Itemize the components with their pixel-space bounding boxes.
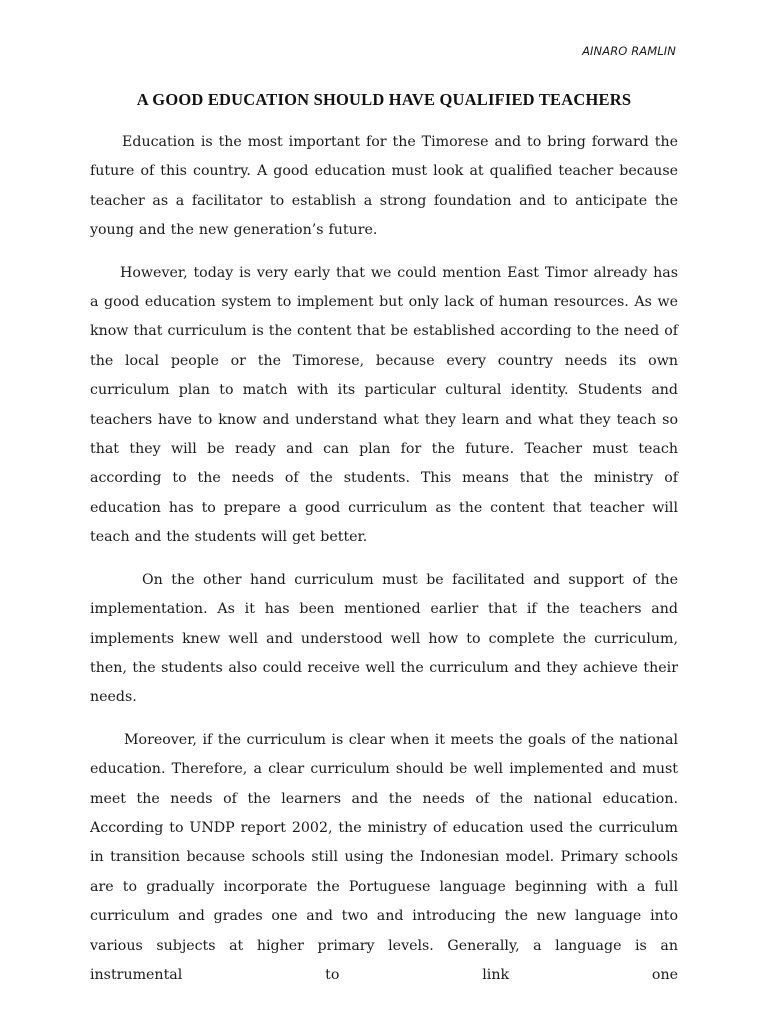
paragraph-1: Education is the most important for the Timorese and to bring forward the future of this country. A good education must look at qualified teacher because teacher as a facilitator to establish a strong foundation and to anticipate the young and the new generation’s future. bbox=[90, 134, 678, 239]
paragraph-4: Moreover, if the curriculum is clear when it meets the goals of the national education. Therefore, a clear curriculum should be well implemented and must meet the needs of the learners and the needs of the national education. According to UNDP report 2002, the ministry of education used the curriculum in transition because schools still using the Indonesian model. Primary schools are to gradually incorporate the Portuguese language beginning with a full curriculum and grades one and two and introducing the new language into various subjects at higher primary levels. Generally, a language is an instrumental to link one bbox=[90, 731, 678, 983]
document-title: A GOOD EDUCATION SHOULD HAVE QUALIFIED TEACHERS bbox=[136, 90, 632, 109]
document-body bbox=[90, 128, 678, 1003]
paragraph-2: However, today is very early that we could mention East Timor already has a good education system to implement but only lack of human resources. As we know that curriculum is the content that be established according to the need of the local people or the Timorese, because every country needs its own curriculum plan to match with its particular cultural identity. Students and teachers have to know and understand what they learn and what they teach so that they will be ready and can plan for the future. Teacher must teach according to the needs of the students. This means that the ministry of education has to prepare a good curriculum as the content that teacher will teach and the students will get better. bbox=[90, 264, 678, 546]
author-name: AINARO RAMLIN bbox=[582, 44, 676, 58]
paragraph-3: On the other hand curriculum must be facilitated and support of the implementation. As it has been mentioned earlier that if the teachers and implements knew well and understood well how to complete the curriculum, then, the students also could receive well the curriculum and they achieve their needs. bbox=[90, 571, 678, 706]
